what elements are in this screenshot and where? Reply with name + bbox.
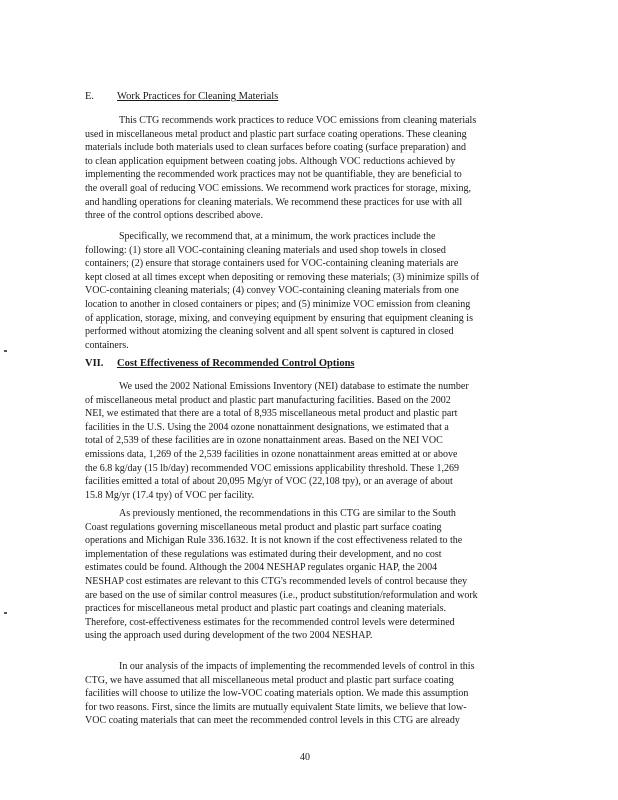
text-line: practices for miscellaneous metal product and plastic part coatings and cleaning materials. <box>85 603 446 615</box>
text-line: location to another in closed containers or pipes; and (5) minimize VOC emission from cleaning <box>85 298 471 310</box>
text-line: using the approach used during development of the two 2004 NESHAP. <box>85 630 373 642</box>
text-line: performed without atomizing the cleaning solvent and all spent solvent is captured in closed <box>85 326 454 338</box>
text-line: used in miscellaneous metal product and plastic part surface coating operations. These cleaning <box>85 128 467 140</box>
text-line: for two reasons. First, since the limits are mutually equivalent State limits, we believe that low- <box>85 701 467 713</box>
text-line: and handling operations for cleaning materials. We recommend these practices for use with all <box>85 196 463 208</box>
section-vii-paragraph-2 <box>85 507 531 643</box>
scan-mark <box>4 612 7 614</box>
text-line: Therefore, cost-effectiveness estimates for the recommended control levels were determined <box>85 616 455 628</box>
section-e-paragraph-2 <box>85 230 531 352</box>
text-line: implementation of these regulations was estimated during their development, and no cost <box>85 548 442 560</box>
section-e-number: E. <box>85 91 95 102</box>
text-line: NEI, we estimated that there are a total of 8,935 miscellaneous metal product and plastic part <box>85 408 458 420</box>
text-line: 15.8 Mg/yr (17.4 tpy) of VOC per facility. <box>85 489 255 501</box>
text-line: facilities emitted a total of about 20,095 Mg/yr of VOC (22,108 tpy), or an average of about <box>85 476 453 488</box>
text-line: This CTG recommends work practices to reduce VOC emissions from cleaning materials <box>119 115 477 126</box>
text-line: to clean application equipment between coating jobs. Although VOC reductions achieved by <box>85 155 456 167</box>
section-vii-title: Cost Effectiveness of Recommended Control Options <box>117 358 355 369</box>
text-line: operations and Michigan Rule 336.1632. It is not known if the cost effectiveness related to the <box>85 535 463 547</box>
section-vii-number: VII. <box>85 358 104 369</box>
text-line: of miscellaneous metal product and plastic part manufacturing facilities. Based on the 2002 <box>85 394 451 406</box>
text-line: NESHAP cost estimates are relevant to this CTG's recommended levels of control because they <box>85 575 468 587</box>
text-line: Coast regulations governing miscellaneous metal product and plastic part surface coating <box>85 521 442 533</box>
text-line: VOC-containing cleaning materials; (4) convey VOC-containing cleaning materials from one <box>85 285 459 297</box>
section-vii-paragraph-3 <box>85 660 531 728</box>
text-line: facilities will choose to utilize the low-VOC coating materials option. We made this assumption <box>85 688 469 700</box>
text-line: estimates could be found. Although the 2004 NESHAP regulates organic HAP, the 2004 <box>85 562 438 574</box>
text-line: the overall goal of reducing VOC emissions. We recommend work practices for storage, mixing, <box>85 182 471 194</box>
text-line: total of 2,539 of these facilities are in ozone nonattainment areas. Based on the NEI VOC <box>85 435 443 447</box>
text-line: following: (1) store all VOC-containing cleaning materials and used shop towels in closed <box>85 244 446 256</box>
text-line: As previously mentioned, the recommendations in this CTG are similar to the South <box>119 508 456 519</box>
text-line: materials include both materials used to clean surfaces before coating (surface preparation) and <box>85 142 466 154</box>
text-line: of application, storage, mixing, and conveying equipment by ensuring that equipment cleaning is <box>85 312 473 324</box>
text-line: We used the 2002 National Emissions Inventory (NEI) database to estimate the number <box>119 381 469 392</box>
text-line: emissions data, 1,269 of the 2,539 facilities in ozone nonattainment areas emitted at or above <box>85 448 458 460</box>
text-line: CTG, we have assumed that all miscellaneous metal product and plastic part surface coating <box>85 674 454 686</box>
section-e-title: Work Practices for Cleaning Materials <box>117 91 279 102</box>
text-line: kept closed at all times except when depositing or removing these materials; (3) minimize spills of <box>85 271 480 283</box>
text-line: VOC coating materials that can meet the recommended control levels in this CTG are already <box>85 715 460 727</box>
page-number: 40 <box>300 752 310 763</box>
text-line: implementing the recommended work practices may not be quantifiable, they are beneficial to <box>85 169 462 181</box>
text-line: Specifically, we recommend that, at a minimum, the work practices include the <box>119 231 436 242</box>
text-line: containers; (2) ensure that storage containers used for VOC-containing cleaning materials are <box>85 258 459 270</box>
text-line: facilities in the U.S. Using the 2004 ozone nonattainment designations, we estimated that a <box>85 421 449 433</box>
text-line: In our analysis of the impacts of implementing the recommended levels of control in this <box>119 661 475 672</box>
section-e-paragraph-1 <box>85 114 531 223</box>
text-line: three of the control options described above. <box>85 210 263 222</box>
text-line: containers. <box>85 339 129 351</box>
text-line: are based on the use of similar control measures (i.e., product substitution/reformulation and work <box>85 589 478 601</box>
section-vii-paragraph-1 <box>85 380 531 502</box>
scan-mark <box>4 350 7 352</box>
text-line: the 6.8 kg/day (15 lb/day) recommended VOC emissions applicability threshold. These 1,269 <box>85 462 460 474</box>
